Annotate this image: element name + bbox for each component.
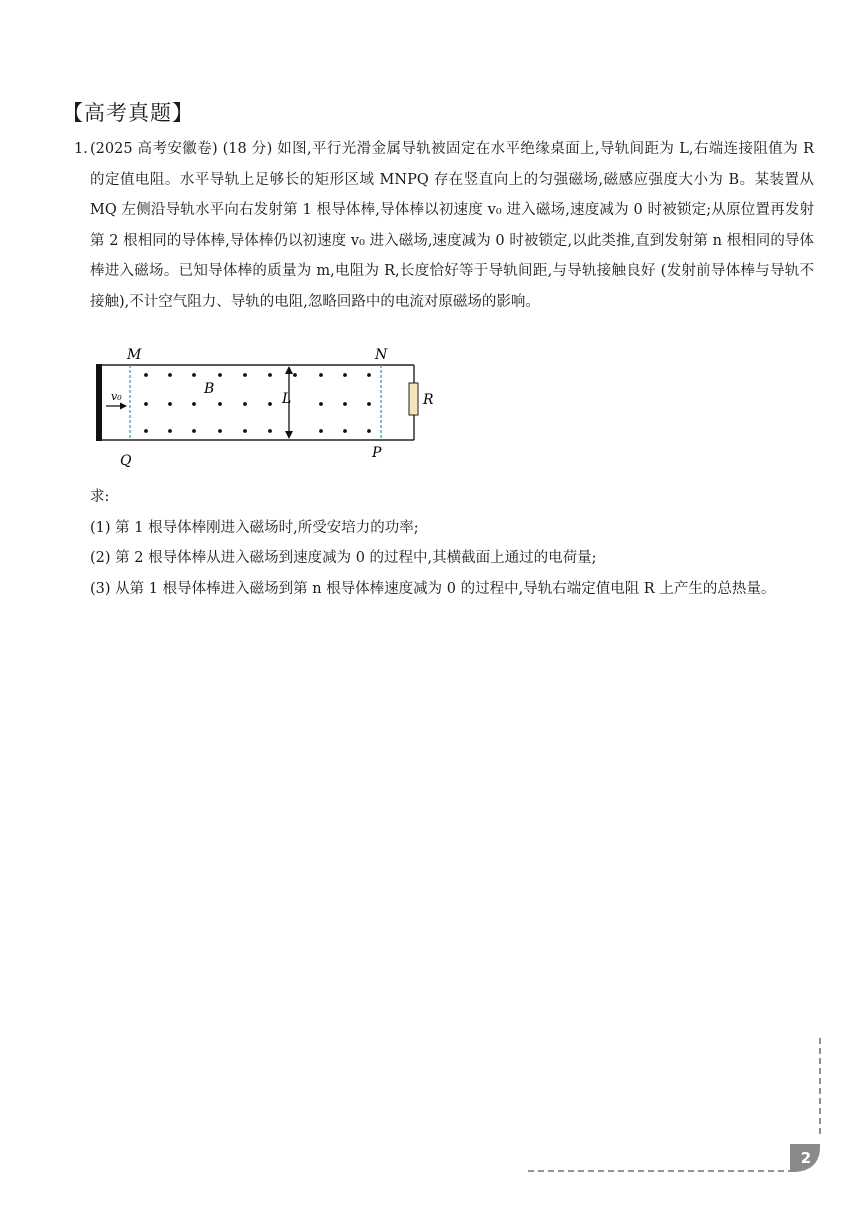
problem-number: 1. xyxy=(74,141,88,157)
label-B: B xyxy=(204,381,215,397)
label-v0: v₀ xyxy=(111,390,122,403)
label-N: N xyxy=(375,347,388,363)
section-title: 【高考真题】 xyxy=(62,101,194,125)
question-2: (2) 第 2 根导体棒从进入磁场到速度减为 0 的过程中,其横截面上通过的电荷量; xyxy=(90,550,597,566)
label-L: L xyxy=(282,391,292,407)
label-Q: Q xyxy=(120,453,132,469)
label-P: P xyxy=(372,445,382,461)
question-1: (1) 第 1 根导体棒刚进入磁场时,所受安培力的功率; xyxy=(90,519,419,536)
label-R: R xyxy=(423,392,434,408)
questions-intro: 求: xyxy=(90,489,110,505)
question-3: (3) 从第 1 根导体棒进入磁场到第 n 根导体棒速度减为 0 的过程中,导轨右端定值电阻 R 上产生的总热量。 xyxy=(90,580,776,597)
label-M: M xyxy=(127,347,142,363)
problem-text: (2025 高考安徽卷) (18 分) 如图,平行光滑金属导轨被固定在水平绝缘桌面上,导轨间距为 L,右端连接阻值为 R 的定值电阻。水平导轨上足够长的矩形区域 MNPQ 存在竖直向上的匀强磁场,磁感应强度大小为 B。某装置从 MQ 左侧沿导轨水平向右发射第 1 根导体棒,导体棒以初速度 v₀ 进入磁场,速度减为 0 时被锁定;从原位置再发射第 2 根相同的导体棒,导体棒仍以初速度 v₀ 进入磁场,速度减为 0 时被锁定,以此类推,直到发射第 n 根相同的导体棒进入磁场。已知导体棒的质量为 m,电阻为 R,长度恰好等于导轨间距,与导轨接触良好 (发射前导体棒与导轨不接触),不计空气阻力、导轨的电阻,忽略回路中的电流对原磁场的影响。 xyxy=(90,141,814,310)
page-number: 2 xyxy=(800,1149,812,1167)
